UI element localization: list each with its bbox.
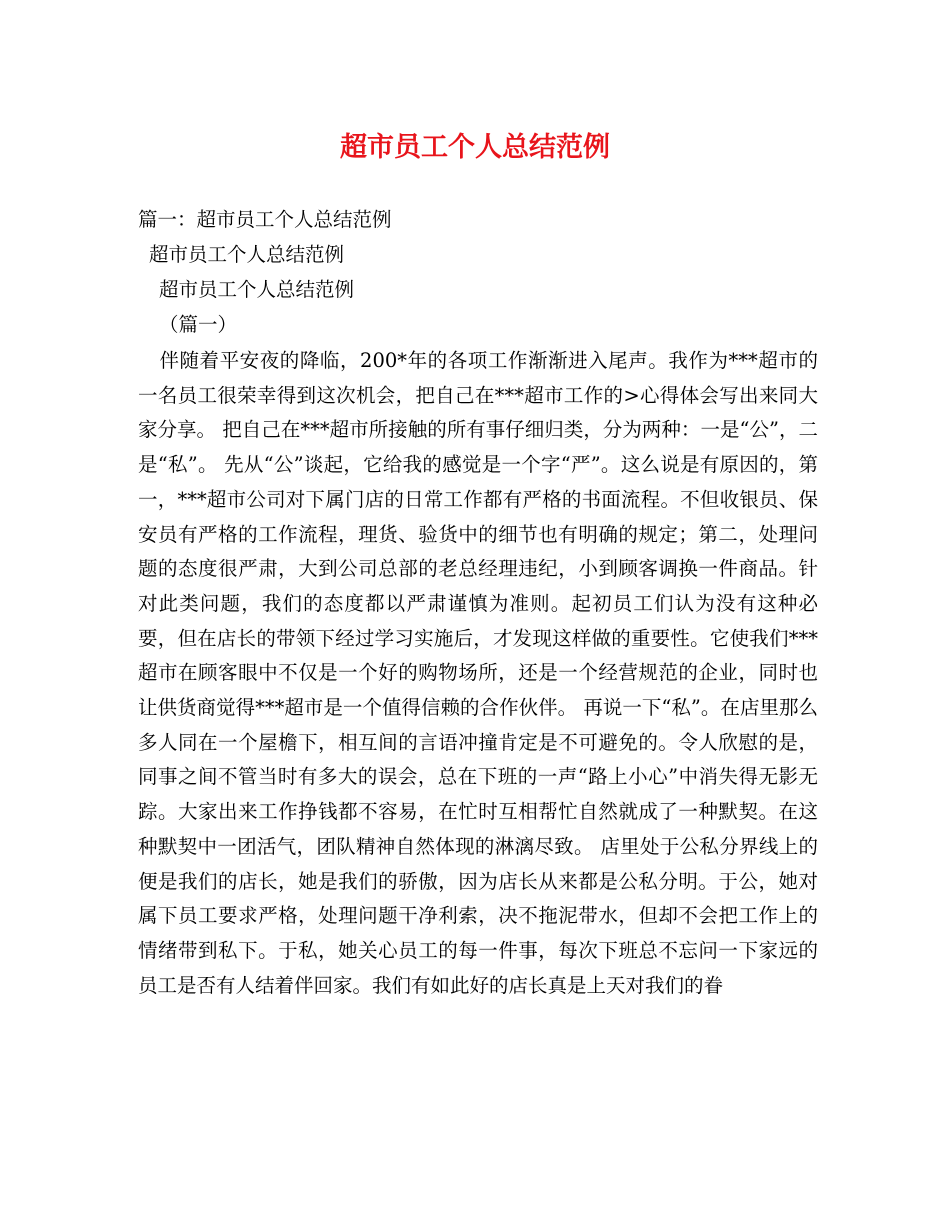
document-title: 超市员工个人总结范例 xyxy=(340,132,610,163)
part-heading: 篇一：超市员工个人总结范例 xyxy=(138,208,392,231)
section-marker: （篇一） xyxy=(159,313,238,336)
subtitle-line-1: 超市员工个人总结范例 xyxy=(149,243,345,266)
subtitle-line-2: 超市员工个人总结范例 xyxy=(159,278,355,301)
body-paragraph: 伴随着平安夜的降临，200*年的各项工作渐渐进入尾声。我作为***超市的一名员工很荣幸得到这次机会，把自己在***超市工作的>心得体会写出来同大家分享。 把自己在***超市所接触的所有事仔细归类，分为两种：一是“公”，二是“私”。 先从“公”谈起，它给我的感觉是一个字“严”。这么说是有原因的，第一，***超市公司对下属门店的日常工作都有严格的书面流程。不但收银员、保安员有严格的工作流程，理货、验货中的细节也有明确的规定；第二，处理问题的态度很严肃，大到公司总部的老总经理违纪，小到顾客调换一件商品。针对此类问题，我们的态度都以严肃谨慎为准则。起初员工们认为没有这种必要，但在店长的带领下经过学习实施后，才发现这样做的重要性。它使我们***超市在顾客眼中不仅是一个好的购物场所，还是一个经营规范的企业，同时也让供货商觉得***超市是一个值得信赖的合作伙伴。 再说一下“私”。在店里那么多人同在一个屋檐下，相互间的言语冲撞肯定是不可避免的。令人欣慰的是，同事之间不管当时有多大的误会，总在下班的一声“路上小心”中消失得无影无踪。大家出来工作挣钱都不容易，在忙时互相帮忙自然就成了一种默契。在这种默契中一团活气，团队精神自然体现的淋漓尽致。 店里处于公私分界线上的便是我们的店长，她是我们的骄傲，因为店长从来都是公私分明。于公，她对属下员工要求严格，处理问题干净利索，决不拖泥带水，但却不会把工作上的情绪带到私下。于私，她关心员工的每一件事，每次下班总不忘问一下家远的员工是否有人结着伴回家。我们有如此好的店长真是上天对我们的眷 xyxy=(138,349,818,997)
